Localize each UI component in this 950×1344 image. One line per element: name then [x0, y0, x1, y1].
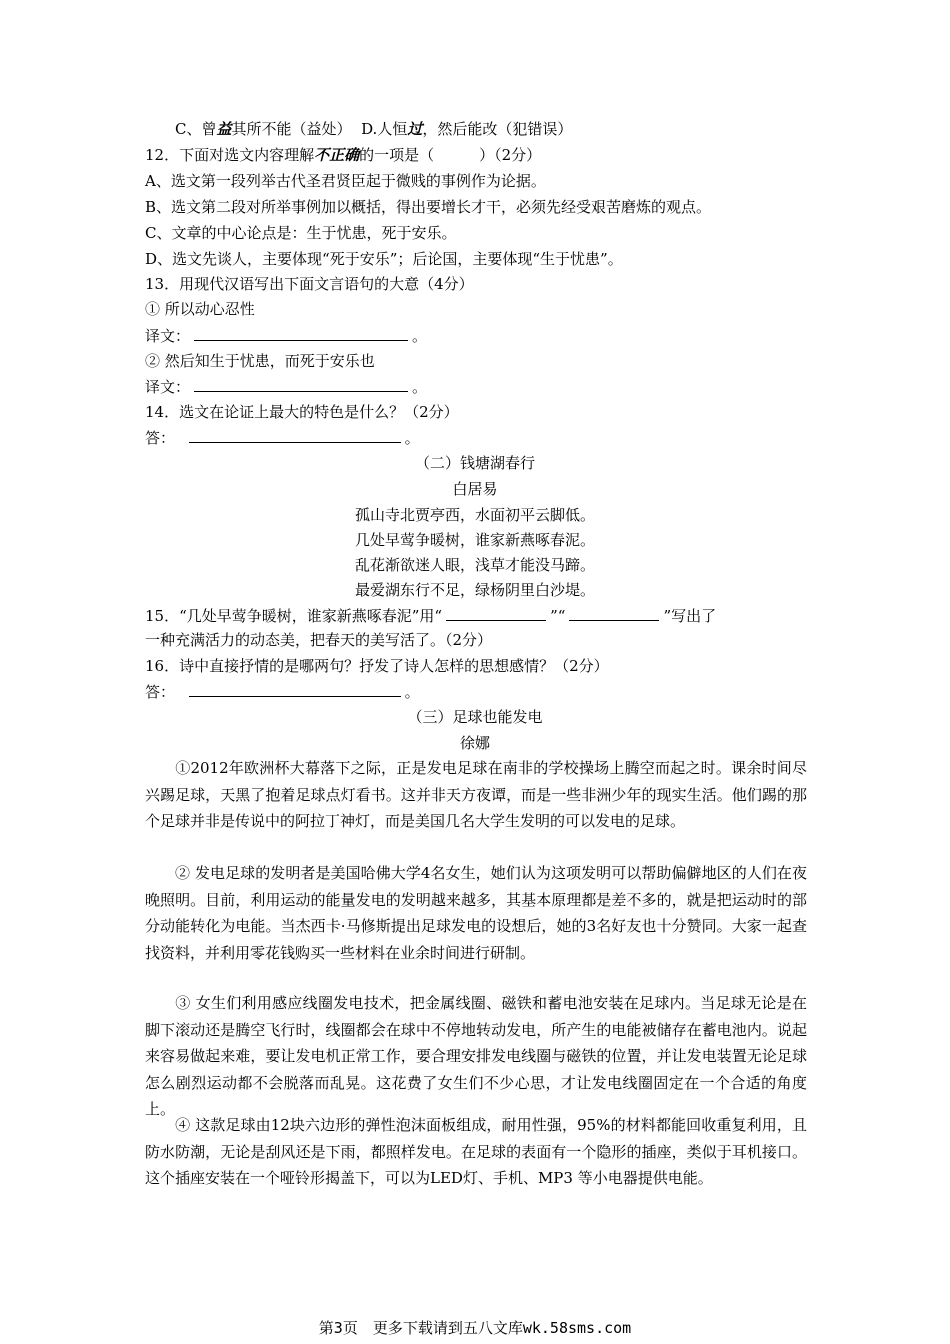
- poem-line: 孤山寺北贾亭西，水面初平云脚低。: [354, 506, 595, 524]
- poem-heading: （二）钱塘湖春行: [414, 454, 535, 472]
- q11-options-cd: C、曾益其所不能（益处） D.人恒过，然后能改（犯错误）: [175, 120, 573, 138]
- answer-blank[interactable]: [189, 427, 401, 443]
- q13-item-2: ② 然后知生于忧患，而死于安乐也: [145, 352, 375, 370]
- answer-blank[interactable]: [194, 376, 408, 392]
- poem-author: 白居易: [452, 480, 498, 498]
- q12-stem: 12．下面对选文内容理解不正确的一项是（ ）（2分）: [145, 146, 542, 164]
- q12-option-c: C、文章的中心论点是：生于忧患，死于安乐。: [145, 224, 457, 242]
- q13-answer-2: 译文： 。: [145, 378, 428, 396]
- answer-blank[interactable]: [569, 605, 659, 621]
- article-author: 徐娜: [459, 734, 490, 752]
- q15-line-2: 一种充满活力的动态美，把春天的美写活了。（2分）: [145, 631, 493, 649]
- q15-line-1: 15．“几处早莺争暖树，谁家新燕啄春泥”用“ ”“ ”写出了: [145, 607, 717, 625]
- page-footer: 第3页 更多下载请到五八文库wk.58sms.com: [318, 1319, 632, 1337]
- q13-stem: 13．用现代汉语写出下面文言语句的大意（4分）: [145, 275, 474, 293]
- poem-line: 几处早莺争暖树，谁家新燕啄春泥。: [354, 531, 595, 549]
- poem-line: 乱花渐欲迷人眼，浅草才能没马蹄。: [354, 556, 595, 574]
- poem-line: 最爱湖东行不足，绿杨阴里白沙堤。: [354, 581, 595, 599]
- q16-stem: 16．诗中直接抒情的是哪两句？抒发了诗人怎样的思想感情？（2分）: [145, 657, 609, 675]
- answer-blank[interactable]: [194, 325, 408, 341]
- q16-answer: 答： 。: [145, 683, 420, 701]
- article-heading: （三）足球也能发电: [407, 708, 543, 726]
- q13-item-1: ① 所以动心忍性: [145, 300, 255, 318]
- q13-answer-1: 译文： 。: [145, 327, 428, 345]
- answer-blank[interactable]: [446, 605, 546, 621]
- article-paragraph-1: ①2012年欧洲杯大幕落下之际，正是发电足球在南非的学校操场上腾空而起之时。课余时间尽兴踢足球，天黑了抱着足球点灯看书。这并非天方夜谭，而是一些非洲少年的现实生活。他们踢的那个足球并非是传说中的阿拉丁神灯，而是美国几名大学生发明的可以发电的足球。: [145, 759, 807, 830]
- article-paragraph-3: ③ 女生们利用感应线圈发电技术，把金属线圈、磁铁和蓄电池安装在足球内。当足球无论是在脚下滚动还是腾空飞行时，线圈都会在球中不停地转动发电，所产生的电能被储存在蓄电池内。说起来容易做起来难，要让发电机正常工作，要合理安排发电线圈与磁铁的位置，并让发电装置无论足球怎么剧烈运动都不会脱落而乱晃。这花费了女生们不少心思，才让发电线圈固定在一个合适的角度上。: [145, 994, 807, 1118]
- q14-stem: 14．选文在论证上最大的特色是什么？（2分）: [145, 403, 459, 421]
- article-paragraph-4: ④ 这款足球由12块六边形的弹性泡沫面板组成，耐用性强，95%的材料都能回收重复利用，且防水防潮，无论是刮风还是下雨，都照样发电。在足球的表面有一个隐形的插座，类似于耳机接口。这个插座安装在一个哑铃形揭盖下，可以为LED灯、手机、MP3 等小电器提供电能。: [145, 1116, 807, 1187]
- q12-option-a: A、选文第一段列举古代圣君贤臣起于微贱的事例作为论据。: [145, 172, 546, 190]
- q12-option-b: B、选文第二段对所举事例加以概括，得出要增长才干，必须先经受艰苦磨炼的观点。: [145, 198, 712, 216]
- q12-option-d: D、选文先谈人，主要体现“死于安乐”；后论国，主要体现“生于忧患”。: [145, 250, 623, 268]
- answer-blank[interactable]: [189, 681, 401, 697]
- article-paragraph-2: ② 发电足球的发明者是美国哈佛大学4名女生，她们认为这项发明可以帮助偏僻地区的人们在夜晚照明。目前，利用运动的能量发电的发明越来越多，其基本原理都是差不多的，就是把运动时的部分动能转化为电能。当杰西卡·马修斯提出足球发电的设想后，她的3名好友也十分赞同。大家一起查找资料，并利用零花钱购买一些材料在业余时间进行研制。: [145, 864, 807, 962]
- q14-answer: 答： 。: [145, 429, 420, 447]
